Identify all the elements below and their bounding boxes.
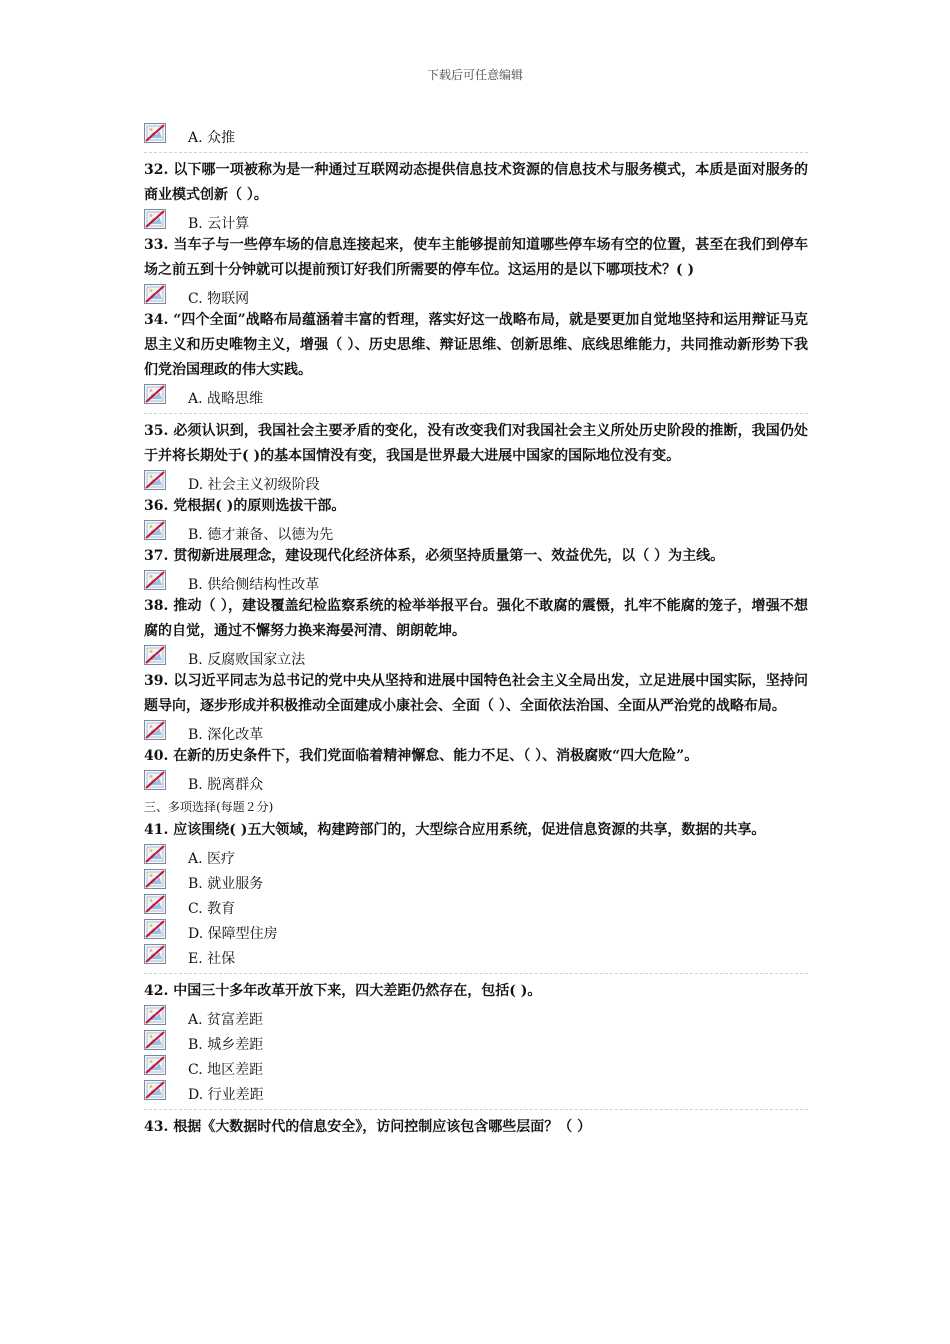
- document-body: [144, 122, 808, 1140]
- question-text: 35. 必须认识到，我国社会主要矛盾的变化，没有改变我们对我国社会主义所处历史阶段的推断，我国仍处于并将长期处于( )的基本国情没有变，我国是世界最大进展中国家的国际地位没有变。: [144, 423, 808, 464]
- question-divider: [144, 413, 808, 414]
- question-text: 41. 应该围绕( )五大领域，构建跨部门的，大型综合应用系统，促进信息资源的共享，数据的共享。: [144, 822, 766, 838]
- page-header: 下载后可任意编辑: [426, 68, 523, 82]
- question-text: 36. 党根据( )的原则选拔干部。: [144, 498, 346, 514]
- answer-option-label: C. 物联网: [188, 291, 250, 307]
- broken-image-icon: [144, 844, 166, 864]
- answer-option: [144, 719, 808, 744]
- answer-option: [144, 569, 808, 594]
- answer-option: [144, 769, 808, 794]
- answer-option-label: E. 社保: [188, 951, 236, 967]
- broken-image-icon: [144, 284, 166, 304]
- broken-image-icon: [144, 1005, 166, 1025]
- answer-option-label: A. 医疗: [188, 851, 236, 867]
- question-text: 34. “四个全面”战略布局蕴涵着丰富的哲理，落实好这一战略布局，就是要更加自觉地坚持和运用辩证马克思主义和历史唯物主义，增强（ ）、历史思维、辩证思维、创新思维、底线思维能力，共同推动新形势下我们党治国理政的伟大实践。: [144, 312, 808, 378]
- answer-option: [144, 644, 808, 669]
- answer-option: [144, 868, 808, 893]
- answer-option: [144, 1029, 808, 1054]
- question-text: 40. 在新的历史条件下，我们党面临着精神懈怠、能力不足、（ ）、消极腐败“四大危险”。: [144, 748, 699, 764]
- answer-option: [144, 122, 808, 147]
- answer-option-label: A. 众推: [188, 130, 236, 146]
- broken-image-icon: [144, 770, 166, 790]
- broken-image-icon: [144, 470, 166, 490]
- answer-option-label: C. 教育: [188, 901, 236, 917]
- answer-option: [144, 519, 808, 544]
- broken-image-icon: [144, 209, 166, 229]
- broken-image-icon: [144, 1030, 166, 1050]
- broken-image-icon: [144, 645, 166, 665]
- question-text: 43. 根据《大数据时代的信息安全》，访问控制应该包含哪些层面？（ ）: [144, 1119, 592, 1135]
- answer-option: [144, 1054, 808, 1079]
- question-divider: [144, 973, 808, 974]
- question-text: 38. 推动（ ），建设覆盖纪检监察系统的检举举报平台。强化不敢腐的震慑，扎牢不能腐的笼子，增强不想腐的自觉，通过不懈努力换来海晏河清、朗朗乾坤。: [144, 598, 808, 639]
- answer-option: [144, 208, 808, 233]
- broken-image-icon: [144, 1080, 166, 1100]
- answer-option-label: B. 反腐败国家立法: [188, 652, 306, 668]
- answer-option-label: D. 社会主义初级阶段: [188, 477, 320, 493]
- answer-option: [144, 469, 808, 494]
- question-text: 32. 以下哪一项被称为是一种通过互联网动态提供信息技术资源的信息技术与服务模式，本质是面对服务的商业模式创新（ ）。: [144, 162, 808, 203]
- question-text: 42. 中国三十多年改革开放下来，四大差距仍然存在，包括( )。: [144, 983, 542, 999]
- answer-option-label: A. 贫富差距: [188, 1012, 264, 1028]
- answer-option: [144, 1004, 808, 1029]
- broken-image-icon: [144, 894, 166, 914]
- answer-option: [144, 283, 808, 308]
- answer-option: [144, 918, 808, 943]
- answer-option-label: B. 深化改革: [188, 727, 264, 743]
- answer-option-label: B. 供给侧结构性改革: [188, 577, 320, 593]
- answer-option-label: B. 云计算: [188, 216, 250, 232]
- answer-option-label: C. 地区差距: [188, 1062, 264, 1078]
- answer-option-label: B. 就业服务: [188, 876, 264, 892]
- section-heading: 三、多项选择(每题２分): [144, 800, 274, 814]
- answer-option: [144, 893, 808, 918]
- answer-option: [144, 843, 808, 868]
- broken-image-icon: [144, 869, 166, 889]
- question-text: 37. 贯彻新进展理念，建设现代化经济体系，必须坚持质量第一、效益优先，以（ ）为主线。: [144, 548, 725, 564]
- question-divider: [144, 1109, 808, 1110]
- question-divider: [144, 152, 808, 153]
- answer-option: [144, 943, 808, 968]
- question-text: 33. 当车子与一些停车场的信息连接起来，使车主能够提前知道哪些停车场有空的位置，甚至在我们到停车场之前五到十分钟就可以提前预订好我们所需要的停车位。这运用的是以下哪项技术？( ): [144, 237, 808, 278]
- answer-option: [144, 1079, 808, 1104]
- answer-option-label: A. 战略思维: [188, 391, 264, 407]
- broken-image-icon: [144, 919, 166, 939]
- answer-option-label: B. 德才兼备、以德为先: [188, 527, 334, 543]
- answer-option-label: D. 保障型住房: [188, 926, 278, 942]
- broken-image-icon: [144, 520, 166, 540]
- broken-image-icon: [144, 384, 166, 404]
- broken-image-icon: [144, 570, 166, 590]
- broken-image-icon: [144, 123, 166, 143]
- answer-option: [144, 383, 808, 408]
- answer-option-label: B. 脱离群众: [188, 777, 264, 793]
- broken-image-icon: [144, 720, 166, 740]
- answer-option-label: D. 行业差距: [188, 1087, 264, 1103]
- broken-image-icon: [144, 1055, 166, 1075]
- broken-image-icon: [144, 944, 166, 964]
- answer-option-label: B. 城乡差距: [188, 1037, 264, 1053]
- question-text: 39. 以习近平同志为总书记的党中央从坚持和进展中国特色社会主义全局出发，立足进展中国实际，坚持问题导向，逐步形成并积极推动全面建成小康社会、全面（ ）、全面依法治国、全面从严治党的战略布局。: [144, 673, 808, 714]
